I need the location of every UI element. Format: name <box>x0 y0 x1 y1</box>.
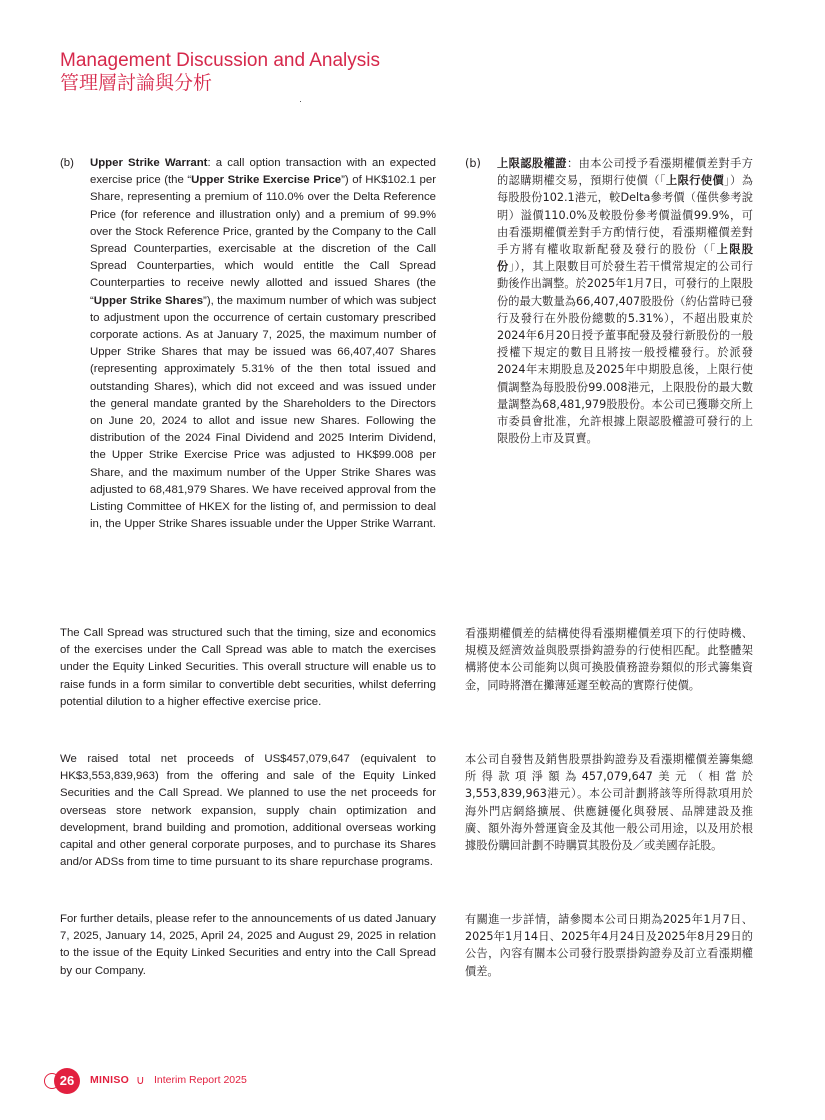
item-b-zh-part-0: 上限認股權證 <box>497 157 567 170</box>
item-b-zh-part-5: 」），其上限數目可於發生若干慣常規定的公司行動後作出調整。於2025年1月7日，可發行的上限股份的最大數量為66,407,407股股份（約佔當時已發行及發行在外股份總數的5.31%），不超出股東於2024年6月20日授予董事配發及發行新股份的一般授權下規定的數目且將按一般授權發行。於派發2024年末期股息及2025年中期股息後，上限行使價調整為每股股份99.008港元，上限股份的最大數量調整為68,481,979股股份。本公司已獲聯交所上市委員會批准，允許根據上限認股權證可發行的上限股份上市及買賣。 <box>497 260 753 446</box>
page-header <box>60 50 380 94</box>
item-b-body-en <box>90 155 436 533</box>
paragraph-3-en: For further details, please refer to the announcements of us dated January 7, 2025, January 14, 2025, April 24, 2025 and August 29, 2025 in relation to the issue of the Equity Linked Securities and entry into the Call Spread by our Company. <box>60 913 436 977</box>
item-b-en-part-3: ”) of HK$102.1 per Share, representing a premium of 110.0% over the Delta Reference Price (for reference and illustration only) and a premium of 99.9% over the Stock Reference Price, granted by the Company to the Call Spread Counterparties, exercisable at the discretion of the Call Spread Counterparties, which would entitle the Call Spread Counterparties to receive newly allotted and issued Shares (the “ <box>90 174 436 307</box>
paragraph-1-zh: 看漲期權價差的結構使得看漲期權價差項下的行使時機、規模及經濟效益與股票掛鈎證券的行使相匹配。此整體架構將使本公司能夠以與可換股債務證券類似的形式籌集資金，同時將潛在攤薄延遲至較高的實際行使價。 <box>465 627 753 692</box>
paragraph-2-zh: 本公司自發售及銷售股票掛鈎證券及看漲期權價差籌集總所得款項淨額為457,079,647美元（相當於3,553,839,963港元）。本公司計劃將該等所得款項用於海外門店網絡擴展、供應鏈優化與發展、品牌建設及推廣、額外海外營運資金及其他一般公司用途，以及用於根據股份購回計劃不時購買其股份及／或美國存託股。 <box>465 753 753 853</box>
item-b-en-part-5: ”), the maximum number of which was subject to adjustment upon the occurrence of certain customary prescribed corporate actions. As at January 7, 2025, the maximum number of Upper Strike Shares that may be issued was 66,407,407 Shares (representing approximately 5.31% of the then total issued and outstanding Shares), which did not exceed and was issued under the general mandate granted by the Shareholders to the Directors on June 20, 2024 to allot and issue new Shares. Following the distribution of the 2024 Final Dividend and 2025 Interim Dividend, the Upper Strike Exercise Price was adjusted to HK$99.008 per Share, and the maximum number of the Upper Strike Shares was adjusted to 68,481,979 Shares. We have received approval from the Listing Committee of HKEX for the listing of, and permission to deal in, the Upper Strike Shares issuable under the Upper Strike Warrant. <box>90 294 436 531</box>
item-b-zh <box>465 155 753 447</box>
item-b-zh-part-2: 上限行使價 <box>665 174 725 188</box>
item-b-zh-part-4: 上限股份 <box>497 243 753 274</box>
decorative-dot <box>300 101 301 102</box>
paragraph-2-en: We raised total net proceeds of US$457,079,647 (equivalent to HK$3,553,839,963) from the offering and sale of the Equity Linked Securities and the Call Spread. We planned to use the net proceeds for overseas store network expansion, supply chain optimization and development, brand building and promotion, additional overseas working capital and other general corporate purposes, and to purchase its Shares and/or ADSs from time to time pursuant to its share repurchase programs. <box>60 753 436 869</box>
item-b-en <box>60 155 436 533</box>
header-title-zh: 管理層討論與分析 <box>60 72 213 94</box>
item-b-zh-part-1: ：由本公司授予看漲期權價差對手方的認購期權交易，預期行使價（「 <box>497 157 753 188</box>
item-b-en-part-4: Upper Strike Shares <box>93 294 204 307</box>
paragraph-3-zh: 有關進一步詳情，請參閱本公司日期為2025年1月7日、2025年1月14日、2025年4月24日及2025年8月29日的公告，內容有關本公司發行股票掛鈎證券及訂立看漲期權價差。 <box>465 913 753 978</box>
report-title: Interim Report 2025 <box>154 1074 247 1086</box>
page-footer <box>0 1068 825 1094</box>
page-number: 26 <box>54 1068 80 1094</box>
item-b-body-zh <box>497 155 753 447</box>
item-b-en-part-0: Upper Strike Warrant <box>90 157 208 169</box>
brand-logo: MINISO <box>90 1074 130 1086</box>
item-b-marker-zh: (b) <box>465 157 481 170</box>
item-b-zh-part-3: 」）為每股股份102.1港元，較Delta參考價（僅供參考說明）溢價110.0%及較股份參考價溢價99.9%，可由看漲期權價差對手方酌情行使，看漲期權價差對手方將有權收取新配發及發行的股份（「 <box>497 174 753 257</box>
paragraph-1-en: The Call Spread was structured such that the timing, size and economics of the exercises under the Call Spread was able to match the exercises under the Equity Linked Securities. This overall structure will enable us to raise funds in a form similar to convertible debt securities, whilst deferring potential dilution to a higher effective exercise price. <box>60 627 436 708</box>
smile-icon: ∪ <box>136 1073 145 1087</box>
item-b-en-part-1: : a call option transaction with an expected exercise price (the “ <box>90 157 437 187</box>
item-b-marker-en: (b) <box>60 157 74 169</box>
item-b-en-part-2: Upper Strike Exercise Price <box>191 174 342 187</box>
header-title-en: Management Discussion and Analysis <box>60 50 381 71</box>
